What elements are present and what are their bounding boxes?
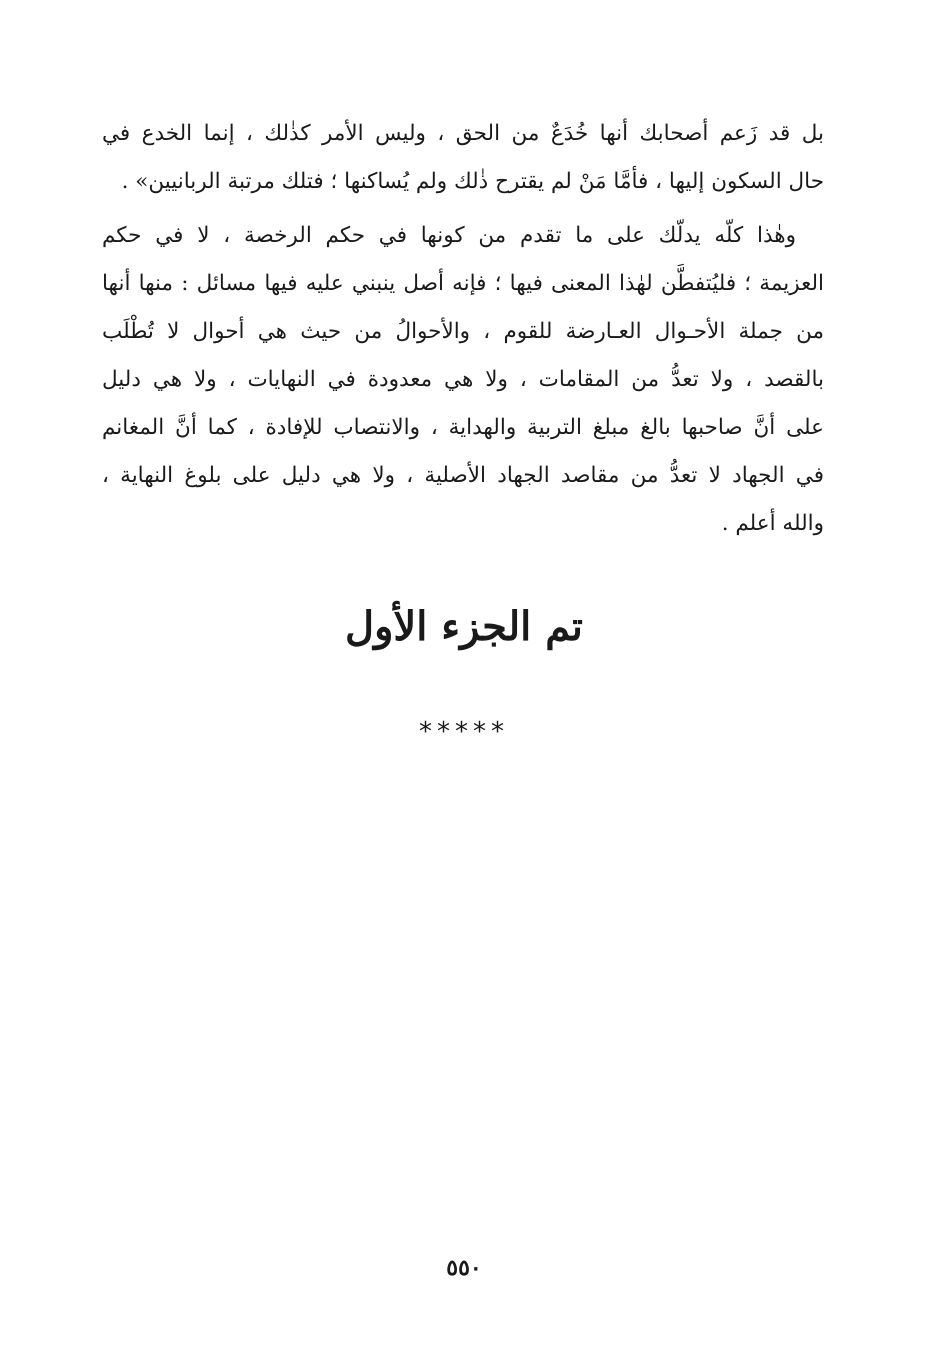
text-line: والله أعلم . [721,511,824,536]
paragraph-2 [102,212,824,548]
text-line: من جملة الأحـوال العـارضة للقوم ، والأحوالُ من حيث هي أحوال لا تُطْلَب [102,319,824,344]
text-line: بالقصد ، ولا تعدُّ من المقامات ، ولا هي معدودة في النهايات ، ولا هي دليل [102,367,824,392]
asterisk-separator: ***** [419,717,509,747]
paragraph-1 [102,110,824,206]
text-line: العزيمة ؛ فليُتفطَّن لهٰذا المعنى فيها ؛ فإنه أصل ينبني عليه فيها مسائل : منها أنها [102,271,824,296]
page-number: ٥٥٠ [446,1255,482,1281]
text-line: على أنَّ صاحبها بالغ مبلغ التربية والهداية ، والانتصاب للإفادة ، كما أنَّ المغانم [102,415,824,440]
text-line: وهٰذا كلّه يدلّك على ما تقدم من كونها في حكم الرخصة ، لا في حكم [102,223,796,248]
text-line: حال السكون إليها ، فأمَّا مَنْ لم يقترح ذٰلك ولم يُساكنها ؛ فتلك مرتبة الربانيين» . [121,169,824,194]
text-line: في الجهاد لا تعدُّ من مقاصد الجهاد الأصلية ، ولا هي دليل على بلوغ النهاية ، [102,463,824,488]
text-line: بل قد زَعم أصحابك أنها خُدَعٌ من الحق ، وليس الأمر كذٰلك ، إنما الخدع في [102,121,824,146]
section-end-title: تم الجزء الأول [345,603,583,650]
